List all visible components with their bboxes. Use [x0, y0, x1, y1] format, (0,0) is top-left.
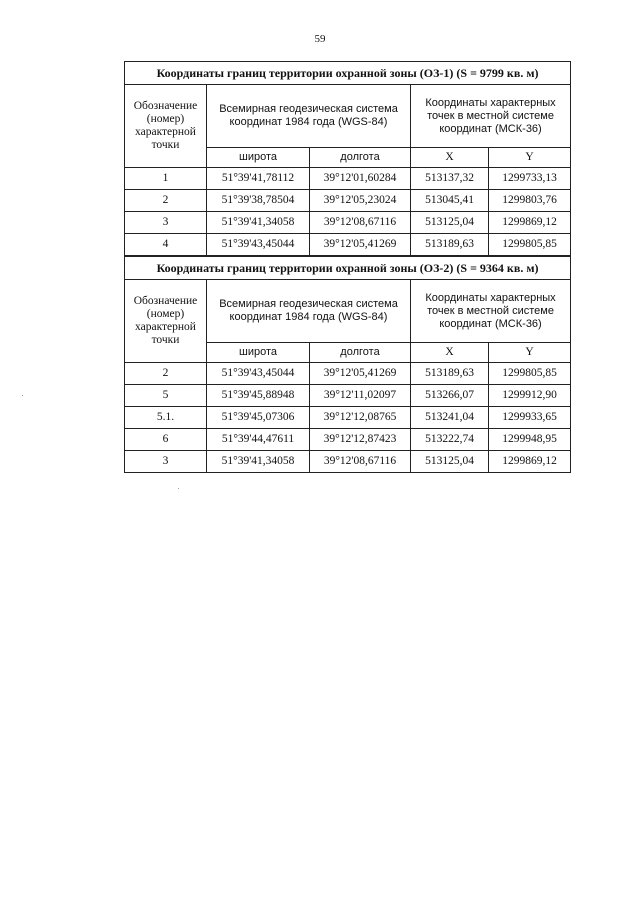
table-title: Координаты границ территории охранной зоны (ОЗ-1) (S = 9799 кв. м)	[125, 62, 571, 85]
header-point: Обозначение (номер) характерной точки	[125, 280, 207, 363]
cell-lat: 51°39'41,34058	[207, 212, 310, 234]
cell-lat: 51°39'45,88948	[207, 385, 310, 407]
cell-point: 2	[125, 363, 207, 385]
cell-point: 1	[125, 168, 207, 190]
cell-y: 1299805,85	[489, 234, 571, 256]
cell-y: 1299733,13	[489, 168, 571, 190]
cell-lat: 51°39'43,45044	[207, 363, 310, 385]
cell-point: 6	[125, 429, 207, 451]
header-y: Y	[489, 343, 571, 363]
cell-lon: 39°12'05,41269	[310, 363, 411, 385]
cell-y: 1299805,85	[489, 363, 571, 385]
cell-lon: 39°12'12,08765	[310, 407, 411, 429]
cell-x: 513137,32	[411, 168, 489, 190]
cell-lon: 39°12'05,23024	[310, 190, 411, 212]
cell-x: 513045,41	[411, 190, 489, 212]
header-x: X	[411, 343, 489, 363]
header-point: Обозначение (номер) характерной точки	[125, 85, 207, 168]
cell-point: 3	[125, 212, 207, 234]
table-row	[125, 212, 571, 234]
cell-y: 1299933,65	[489, 407, 571, 429]
header-lat: широта	[207, 343, 310, 363]
cell-x: 513241,04	[411, 407, 489, 429]
cell-y: 1299948,95	[489, 429, 571, 451]
cell-y: 1299803,76	[489, 190, 571, 212]
cell-x: 513266,07	[411, 385, 489, 407]
cell-lon: 39°12'05,41269	[310, 234, 411, 256]
table-title: Координаты границ территории охранной зоны (ОЗ-2) (S = 9364 кв. м)	[125, 257, 571, 280]
header-lat: широта	[207, 148, 310, 168]
scan-speck	[178, 488, 179, 489]
scan-speck	[22, 395, 23, 396]
table-row	[125, 407, 571, 429]
cell-x: 513125,04	[411, 212, 489, 234]
cell-y: 1299869,12	[489, 212, 571, 234]
table-row	[125, 168, 571, 190]
cell-x: 513125,04	[411, 451, 489, 473]
table-row	[125, 234, 571, 256]
cell-x: 513189,63	[411, 234, 489, 256]
table-row	[125, 363, 571, 385]
cell-lon: 39°12'08,67116	[310, 212, 411, 234]
coordinates-table-oz1	[124, 61, 571, 256]
cell-lon: 39°12'11,02097	[310, 385, 411, 407]
cell-point: 5	[125, 385, 207, 407]
header-wgs: Всемирная геодезическая система координат 1984 года (WGS-84)	[207, 280, 411, 343]
cell-point: 2	[125, 190, 207, 212]
coordinates-table-oz2	[124, 256, 571, 473]
table-row	[125, 451, 571, 473]
header-wgs: Всемирная геодезическая система координат 1984 года (WGS-84)	[207, 85, 411, 148]
cell-lon: 39°12'12,87423	[310, 429, 411, 451]
cell-x: 513189,63	[411, 363, 489, 385]
cell-lon: 39°12'08,67116	[310, 451, 411, 473]
cell-lat: 51°39'41,34058	[207, 451, 310, 473]
header-local: Координаты характерных точек в местной системе координат (МСК-36)	[411, 85, 571, 148]
cell-point: 4	[125, 234, 207, 256]
cell-y: 1299869,12	[489, 451, 571, 473]
cell-x: 513222,74	[411, 429, 489, 451]
page-number: 59	[314, 33, 326, 45]
cell-lat: 51°39'43,45044	[207, 234, 310, 256]
cell-point: 3	[125, 451, 207, 473]
cell-lat: 51°39'41,78112	[207, 168, 310, 190]
cell-lat: 51°39'44,47611	[207, 429, 310, 451]
header-lon: долгота	[310, 148, 411, 168]
cell-y: 1299912,90	[489, 385, 571, 407]
table-row	[125, 429, 571, 451]
header-y: Y	[489, 148, 571, 168]
header-local: Координаты характерных точек в местной системе координат (МСК-36)	[411, 280, 571, 343]
cell-point: 5.1.	[125, 407, 207, 429]
header-x: X	[411, 148, 489, 168]
cell-lon: 39°12'01,60284	[310, 168, 411, 190]
cell-lat: 51°39'45,07306	[207, 407, 310, 429]
table-row	[125, 190, 571, 212]
table-row	[125, 385, 571, 407]
header-lon: долгота	[310, 343, 411, 363]
cell-lat: 51°39'38,78504	[207, 190, 310, 212]
